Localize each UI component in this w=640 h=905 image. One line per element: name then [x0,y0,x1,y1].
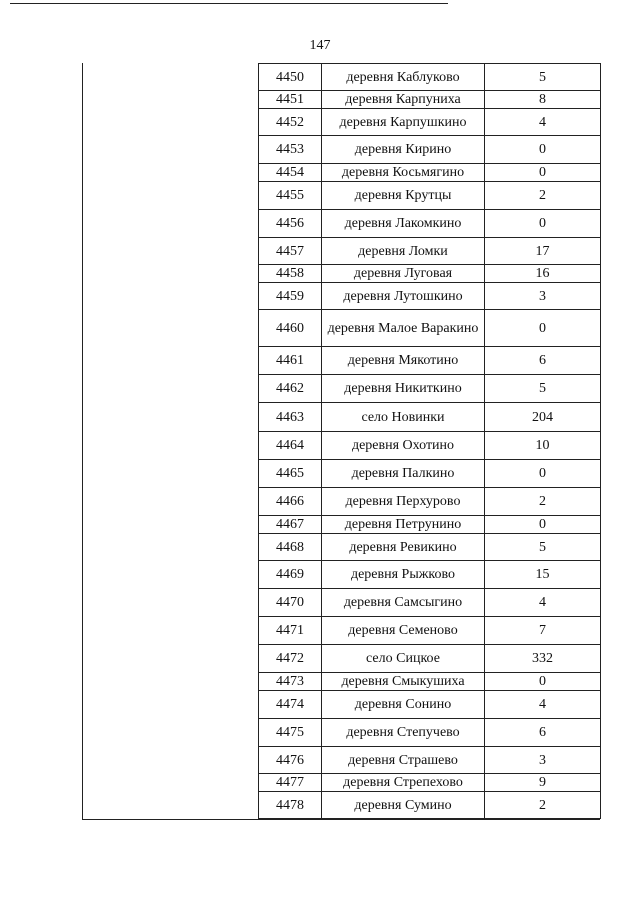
row-number-cell: 4452 [259,109,322,136]
row-number-cell: 4464 [259,432,322,460]
value-cell: 4 [485,589,601,617]
value-cell: 204 [485,403,601,432]
table-row [259,210,601,238]
settlement-name-cell: деревня Сумино [322,792,485,819]
table-row [259,792,601,819]
settlement-name-cell: село Новинки [322,403,485,432]
row-number-cell: 4467 [259,516,322,534]
table-row [259,460,601,488]
value-cell: 16 [485,265,601,283]
row-number-cell: 4478 [259,792,322,819]
settlement-name-cell: деревня Малое Варакино [322,310,485,347]
table-row [259,182,601,210]
settlement-name-cell: деревня Палкино [322,460,485,488]
table-row [259,534,601,561]
value-cell: 5 [485,64,601,91]
settlement-name-cell: деревня Лакомкино [322,210,485,238]
table-left-border [82,63,83,820]
row-number-cell: 4459 [259,283,322,310]
table-row [259,164,601,182]
settlement-name-cell: деревня Семеново [322,617,485,645]
settlement-name-cell: деревня Карпушкино [322,109,485,136]
table-row [259,589,601,617]
table-row [259,238,601,265]
value-cell: 6 [485,719,601,747]
row-number-cell: 4453 [259,136,322,164]
table-row [259,516,601,534]
table-row [259,645,601,673]
table-row [259,673,601,691]
value-cell: 0 [485,673,601,691]
settlement-name-cell: деревня Мякотино [322,347,485,375]
settlement-name-cell: деревня Ломки [322,238,485,265]
row-number-cell: 4456 [259,210,322,238]
table-bottom-border [82,819,600,820]
value-cell: 2 [485,488,601,516]
table-row [259,91,601,109]
value-cell: 0 [485,310,601,347]
top-rule [10,3,448,4]
row-number-cell: 4457 [259,238,322,265]
settlement-name-cell: деревня Степучево [322,719,485,747]
table-row [259,719,601,747]
value-cell: 2 [485,792,601,819]
settlement-name-cell: деревня Самсыгино [322,589,485,617]
settlement-name-cell: деревня Стрепехово [322,774,485,792]
value-cell: 10 [485,432,601,460]
settlement-name-cell: деревня Охотино [322,432,485,460]
row-number-cell: 4463 [259,403,322,432]
settlement-name-cell: село Сицкое [322,645,485,673]
table-row [259,310,601,347]
value-cell: 0 [485,136,601,164]
table-row [259,347,601,375]
value-cell: 15 [485,561,601,589]
settlement-name-cell: деревня Смыкушиха [322,673,485,691]
value-cell: 2 [485,182,601,210]
table-row [259,561,601,589]
row-number-cell: 4466 [259,488,322,516]
row-number-cell: 4458 [259,265,322,283]
row-number-cell: 4470 [259,589,322,617]
value-cell: 5 [485,534,601,561]
settlement-name-cell: деревня Перхурово [322,488,485,516]
row-number-cell: 4460 [259,310,322,347]
row-number-cell: 4451 [259,91,322,109]
row-number-cell: 4454 [259,164,322,182]
settlement-name-cell: деревня Кирино [322,136,485,164]
page-number: 147 [309,38,331,53]
row-number-cell: 4473 [259,673,322,691]
settlement-table-frame [82,63,600,820]
row-number-cell: 4465 [259,460,322,488]
settlement-name-cell: деревня Каблуково [322,64,485,91]
value-cell: 3 [485,283,601,310]
value-cell: 332 [485,645,601,673]
table-row [259,265,601,283]
table-row [259,283,601,310]
table-row [259,109,601,136]
row-number-cell: 4461 [259,347,322,375]
settlement-table [258,63,601,819]
value-cell: 5 [485,375,601,403]
settlement-name-cell: деревня Крутцы [322,182,485,210]
value-cell: 8 [485,91,601,109]
value-cell: 9 [485,774,601,792]
row-number-cell: 4468 [259,534,322,561]
row-number-cell: 4476 [259,747,322,774]
table-row [259,617,601,645]
settlement-name-cell: деревня Страшево [322,747,485,774]
row-number-cell: 4475 [259,719,322,747]
row-number-cell: 4462 [259,375,322,403]
table-row [259,375,601,403]
value-cell: 6 [485,347,601,375]
settlement-name-cell: деревня Карпуниха [322,91,485,109]
table-row [259,432,601,460]
table-row [259,774,601,792]
settlement-name-cell: деревня Сонино [322,691,485,719]
value-cell: 0 [485,460,601,488]
table-row [259,403,601,432]
value-cell: 4 [485,109,601,136]
value-cell: 3 [485,747,601,774]
settlement-name-cell: деревня Рыжково [322,561,485,589]
settlement-name-cell: деревня Петрунино [322,516,485,534]
value-cell: 0 [485,210,601,238]
value-cell: 0 [485,516,601,534]
value-cell: 17 [485,238,601,265]
settlement-name-cell: деревня Лутошкино [322,283,485,310]
settlement-table-body [259,64,601,819]
value-cell: 7 [485,617,601,645]
settlement-name-cell: деревня Косьмягино [322,164,485,182]
table-row [259,747,601,774]
settlement-name-cell: деревня Луговая [322,265,485,283]
row-number-cell: 4450 [259,64,322,91]
value-cell: 4 [485,691,601,719]
table-row [259,64,601,91]
row-number-cell: 4471 [259,617,322,645]
row-number-cell: 4474 [259,691,322,719]
row-number-cell: 4472 [259,645,322,673]
row-number-cell: 4477 [259,774,322,792]
row-number-cell: 4455 [259,182,322,210]
settlement-name-cell: деревня Ревикино [322,534,485,561]
table-row [259,136,601,164]
value-cell: 0 [485,164,601,182]
table-row [259,691,601,719]
row-number-cell: 4469 [259,561,322,589]
settlement-name-cell: деревня Никиткино [322,375,485,403]
table-row [259,488,601,516]
